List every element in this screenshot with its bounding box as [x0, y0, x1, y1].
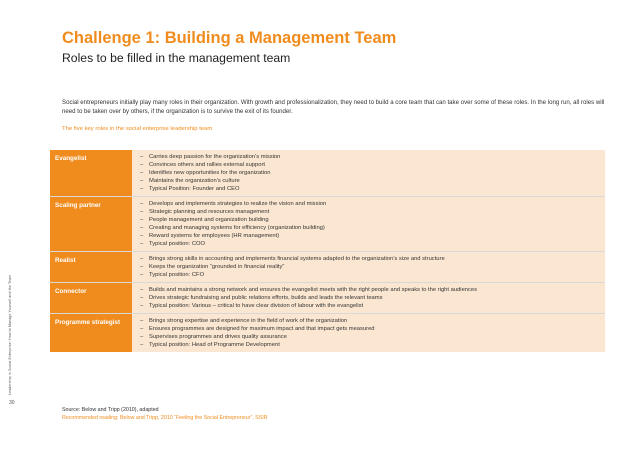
duty-item: – Convinces others and rallies external support	[140, 161, 605, 169]
duty-item: – Keeps the organization “grounded in financial reality”	[140, 263, 605, 271]
duty-item: – Creating and managing systems for efficiency (organization building)	[140, 224, 605, 232]
duty-item: – Strategic planning and resources management	[140, 208, 605, 216]
duty-item: – Builds and maintains a strong network and ensures the evangelist meets with the right people and speaks to the right audiences	[140, 286, 605, 294]
duty-item: – Supervises programmes and drives quality assurance	[140, 333, 605, 341]
role-row-realist	[50, 251, 605, 282]
duty-item: – Typical position: Head of Programme Development	[140, 341, 605, 349]
duty-item: – Typical position: CFO	[140, 271, 605, 279]
source-note: Source: Below and Tripp (2010), adapted	[62, 407, 159, 413]
duty-item: – Brings strong skills in accounting and implements financial systems adapted to the organization’s size and structure	[140, 255, 605, 263]
duty-item: – Typical position: COO	[140, 240, 605, 248]
duty-item: – Identifies new opportunities for the organization	[140, 169, 605, 177]
page-subtitle: Roles to be filled in the management team	[62, 51, 291, 65]
role-name: Realist	[50, 252, 132, 282]
duty-item: – Brings strong expertise and experience in the field of work of the organization	[140, 317, 605, 325]
duty-item: – Drives strategic fundraising and public relations efforts, builds and leads the relevant teams	[140, 294, 605, 302]
roles-table	[50, 150, 605, 352]
duty-item: – Maintains the organization’s culture	[140, 177, 605, 185]
duty-item: – Typical position: Various – critical to have clear division of labour with the evangelist	[140, 302, 605, 310]
duty-item: – Reward systems for employees (HR management)	[140, 232, 605, 240]
role-duties	[132, 283, 605, 313]
role-duties	[132, 314, 605, 352]
role-name: Scaling partner	[50, 197, 132, 251]
duty-item: – People management and organization building	[140, 216, 605, 224]
page-title: Challenge 1: Building a Management Team	[62, 29, 397, 47]
duty-item: – Ensures programmes are designed for maximum impact and that impact gets measured	[140, 325, 605, 333]
duty-item: – Develops and implements strategies to realize the vision and mission	[140, 200, 605, 208]
role-name: Connector	[50, 283, 132, 313]
role-duties	[132, 197, 605, 251]
role-duties	[132, 252, 605, 282]
sidebar-document-label: Leadership in Social Enterprise: How to Manage Yourself and the Team	[8, 274, 12, 395]
role-row-connector	[50, 282, 605, 313]
role-row-evangelist	[50, 150, 605, 196]
page-number: 30	[9, 400, 15, 406]
recommended-reading-link[interactable]: Recommended reading: Below and Tripp, 2010 “Feeling the Social Entrepreneur”, SSIR	[62, 415, 268, 421]
duty-item: – Typical Position: Founder and CEO	[140, 185, 605, 193]
role-duties	[132, 150, 605, 196]
intro-paragraph: Social entrepreneurs initially play many roles in their organization. With growth and professionalization, they need to build a core team that can take over some of these roles. In the long run, all roles will need to be taken over by others, if the organization is to survive the exit of its founder.	[62, 99, 605, 115]
role-name: Evangelist	[50, 150, 132, 196]
role-name: Programme strategist	[50, 314, 132, 352]
role-row-scaling-partner	[50, 196, 605, 251]
role-row-programme-strategist	[50, 313, 605, 352]
duty-item: – Carries deep passion for the organization’s mission	[140, 153, 605, 161]
table-caption: The five key roles in the social enterprise leadership team	[62, 126, 213, 132]
